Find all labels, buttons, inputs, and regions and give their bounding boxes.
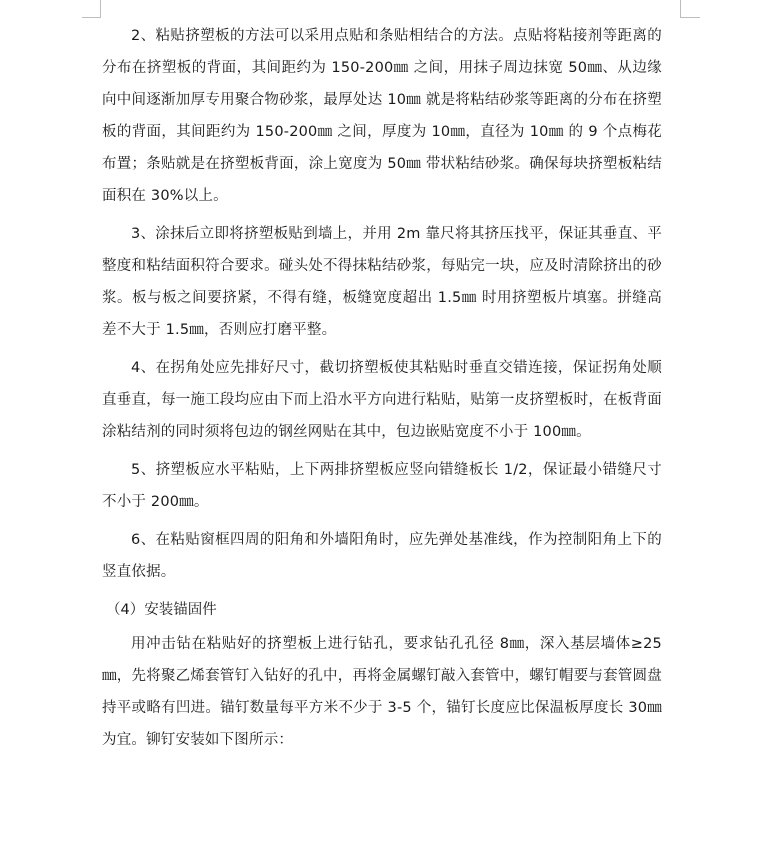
paragraph-anchor-install: 用冲击钻在粘贴好的挤塑板上进行钻孔，要求钻孔孔径 8㎜，深入基层墙体≥25㎜，先将聚乙烯套管钉入钻好的孔中，再将金属螺钉敲入套管中，螺钉帽要与套管圆盘持平或略有凹进。锚钉数量每平方米不少于 3-5 个，锚钉长度应比保温板厚度长 30㎜为宜。铆钉安装如下图所示： xyxy=(102,636,662,748)
paragraph-6: 6、在粘贴窗框四周的阳角和外墙阳角时，应先弹处基准线，作为控制阳角上下的竖直依据。 xyxy=(102,532,662,580)
document-body xyxy=(102,20,662,762)
crop-mark-right-horizontal xyxy=(680,17,700,18)
paragraph-2: 2、粘贴挤塑板的方法可以采用点贴和条贴相结合的方法。点贴将粘接剂等距离的分布在挤塑板的背面，其间距约为 150-200㎜ 之间，用抹子周边抹宽 50㎜、从边缘向中间逐渐加厚专用聚合物砂浆，最厚处达 10㎜ 就是将粘结砂浆等距离的分布在挤塑板的背面，其间距约为 150-200㎜ 之间，厚度为 10㎜，直径为 10㎜ 的 9 个点梅花布置；条贴就是在挤塑板背面，涂上宽度为 50㎜ 带状粘结砂浆。确保每块挤塑板粘结面积在 30%以上。 xyxy=(102,28,662,204)
paragraph-3: 3、涂抹后立即将挤塑板贴到墙上，并用 2m 靠尺将其挤压找平，保证其垂直、平整度和粘结面积符合要求。碰头处不得抹粘结砂浆，每贴完一块，应及时清除挤出的砂浆。板与板之间要挤紧，不得有缝，板缝宽度超出 1.5㎜ 时用挤塑板片填塞。拼缝高差不大于 1.5㎜，否则应打磨平整。 xyxy=(102,226,662,338)
paragraph-4: 4、在拐角处应先排好尺寸，截切挤塑板使其粘贴时垂直交错连接，保证拐角处顺直垂直，每一施工段均应由下而上沿水平方向进行粘贴，贴第一皮挤塑板时，在板背面涂粘结剂的同时须将包边的钢丝网贴在其中，包边嵌贴宽度不小于 100㎜。 xyxy=(102,360,662,440)
crop-mark-left-horizontal xyxy=(82,17,101,18)
crop-mark-right-vertical xyxy=(680,0,681,18)
paragraph-5: 5、挤塑板应水平粘贴，上下两排挤塑板应竖向错缝板长 1/2，保证最小错缝尺寸不小于 200㎜。 xyxy=(102,462,662,510)
section-heading-anchors: （4）安装锚固件 xyxy=(106,602,217,618)
crop-mark-left-vertical xyxy=(100,0,101,18)
